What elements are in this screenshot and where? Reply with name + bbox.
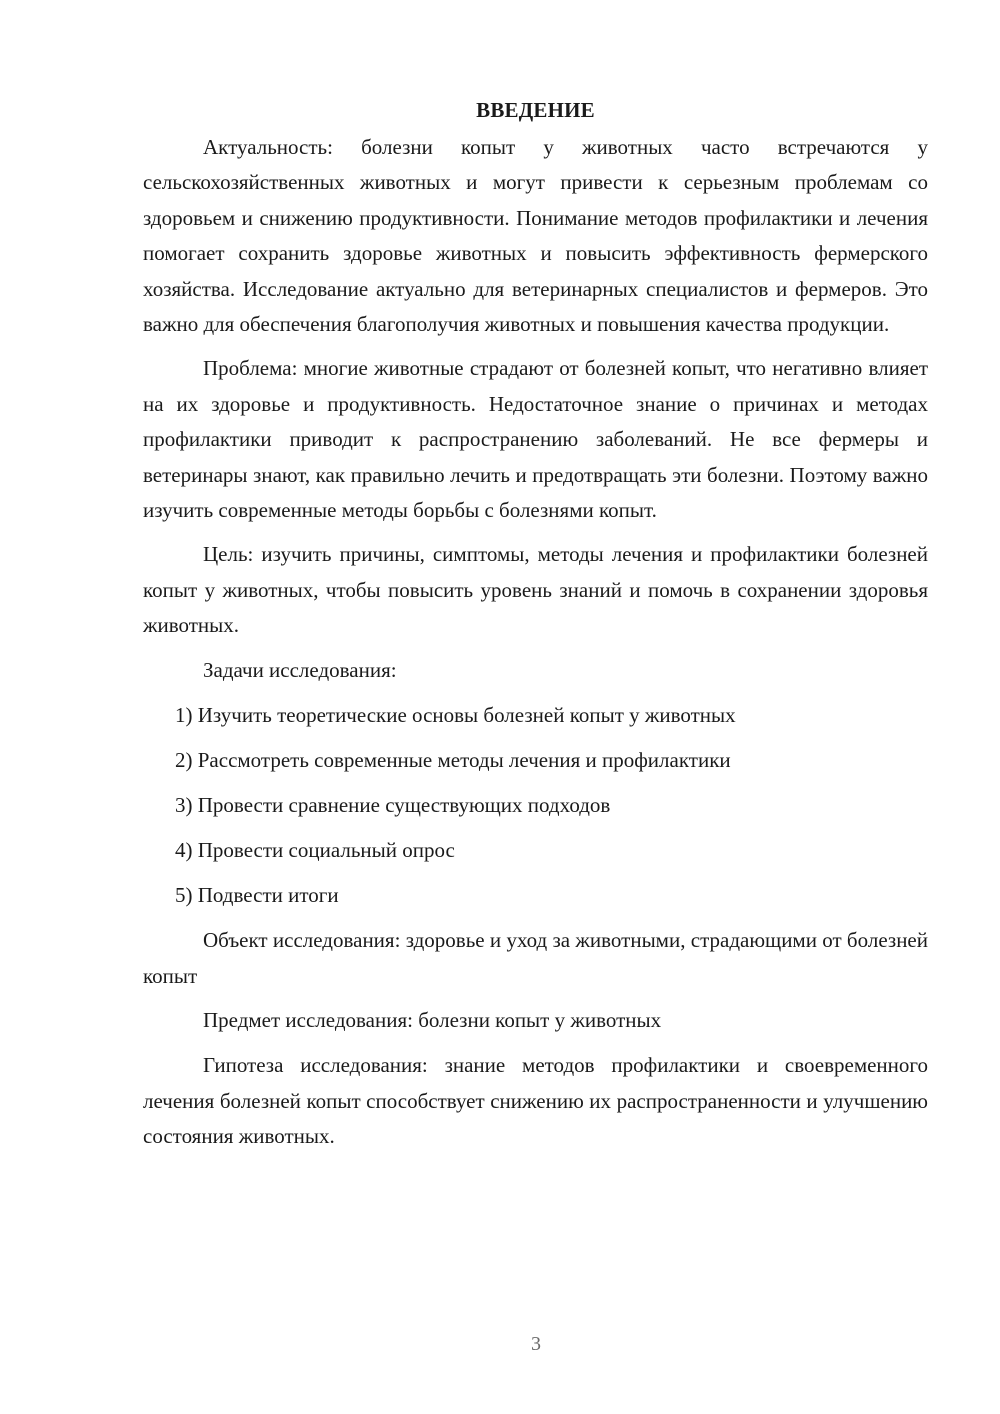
object-paragraph: Объект исследования: здоровье и уход за животными, страдающими от болезней копыт — [143, 928, 928, 988]
list-item: 4) Провести социальный опрос — [175, 838, 455, 863]
list-item: 5) Подвести итоги — [175, 883, 339, 908]
problem-paragraph: Проблема: многие животные страдают от болезней копыт, что негативно влияет на их здоровье и продуктивность. Недостаточное знание о причинах и методах профилактики приводит к распространению заболеваний. Не все фермеры и ветеринары знают, как правильно лечить и предотвращать эти болезни. Поэтому важно изучить современные методы борьбы с болезнями копыт. — [143, 356, 928, 523]
page-number: 3 — [531, 1333, 541, 1355]
tasks-title: Задачи исследования: — [203, 657, 397, 682]
relevance-paragraph: Актуальность: болезни копыт у животных часто встречаются у сельскохозяйственных животных и могут привести к серьезным проблемам со здоровьем и снижению продуктивности. Понимание методов профилактики и лечения помогает сохранить здоровье животных и повысить эффективность фермерского хозяйства. Исследование актуально для ветеринарных специалистов и фермеров. Это важно для обеспечения благополучия животных и повышения качества продукции. — [143, 135, 928, 337]
goal-paragraph: Цель: изучить причины, симптомы, методы лечения и профилактики болезней копыт у животных, чтобы повысить уровень знаний и помочь в сохранении здоровья животных. — [143, 542, 928, 638]
list-item: 1) Изучить теоретические основы болезней копыт у животных — [175, 703, 736, 728]
subject-paragraph: Предмет исследования: болезни копыт у животных — [203, 1007, 662, 1032]
list-item: 2) Рассмотреть современные методы лечения и профилактики — [175, 748, 731, 773]
page-title: ВВЕДЕНИЕ — [476, 98, 595, 122]
tasks-list — [143, 698, 928, 913]
hypothesis-paragraph: Гипотеза исследования: знание методов профилактики и своевременного лечения болезней копыт способствует снижению их распространенности и улучшению состояния животных. — [143, 1053, 928, 1149]
document-page — [143, 92, 928, 1164]
list-item: 3) Провести сравнение существующих подходов — [175, 793, 611, 818]
